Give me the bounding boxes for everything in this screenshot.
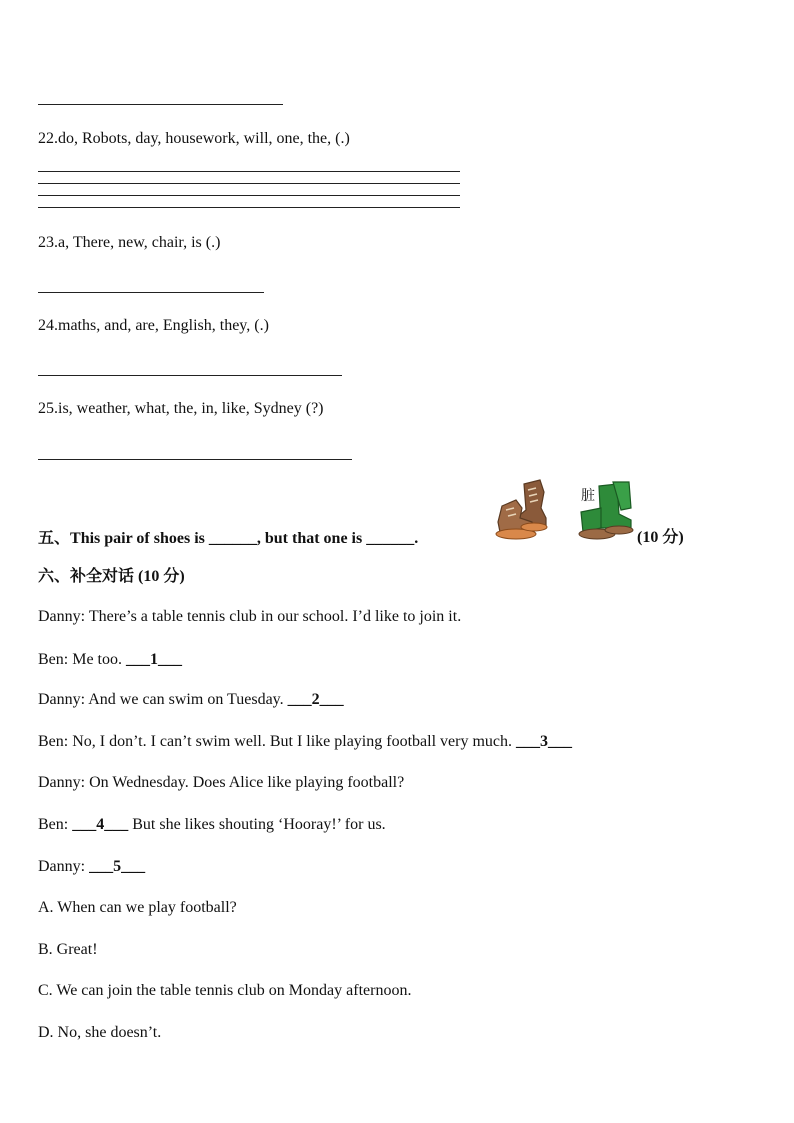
question-number: 22. <box>38 130 58 147</box>
section-6-title: 六、补全对话 <box>38 566 135 585</box>
answer-line-22a <box>38 171 460 172</box>
option-a: A. When can we play football? <box>38 899 237 916</box>
answer-line-22b <box>38 183 460 184</box>
dialogue-line <box>38 650 182 670</box>
speaker: Danny: <box>38 858 86 875</box>
line-text: There’s a table tennis club in our school. I’d like to join it. <box>88 608 462 625</box>
question-words: is, weather, what, the, in, like, Sydney (?) <box>58 400 324 417</box>
question-22 <box>38 129 350 149</box>
line-text: No, I don’t. I can’t swim well. But I like playing football very much. <box>72 733 516 750</box>
question-23 <box>38 233 220 253</box>
dirty-label <box>580 488 596 504</box>
line-text: But she likes shouting ‘Hooray!’ for us. <box>132 816 386 833</box>
option-c: C. We can join the table tennis club on Monday afternoon. <box>38 982 412 999</box>
speaker: Danny: <box>38 691 86 708</box>
speaker: Ben: <box>38 816 69 833</box>
section-6-heading <box>38 566 185 587</box>
line-text: Me too. <box>72 651 126 668</box>
question-25 <box>38 399 324 419</box>
section-5 <box>38 528 418 549</box>
question-number: 23. <box>38 234 58 251</box>
speaker: Ben: <box>38 733 69 750</box>
section-5-points <box>637 528 684 548</box>
question-number: 24. <box>38 317 58 334</box>
points-label: (10 分) <box>637 529 684 546</box>
section-5-label: 五、 <box>38 528 71 547</box>
section-5-text-a: This pair of shoes is <box>70 530 209 547</box>
dialogue-line <box>38 857 145 877</box>
speaker: Ben: <box>38 651 69 668</box>
speaker: Danny: <box>38 774 86 791</box>
dialogue-line <box>38 607 461 627</box>
answer-line-22d <box>38 207 460 208</box>
section-5-blank-a: ______ <box>208 530 257 547</box>
section-5-text-b: , but that one is <box>256 530 367 547</box>
section-5-blank-b: ______ <box>366 530 415 547</box>
dirty-text: 脏 <box>581 488 595 504</box>
dialogue-line <box>38 815 386 835</box>
dialogue-line <box>38 773 404 793</box>
line-text: And we can swim on Tuesday. <box>88 691 288 708</box>
blank-5: ___5___ <box>89 858 146 875</box>
option-d: D. No, she doesn’t. <box>38 1024 162 1041</box>
blank-4: ___4___ <box>72 816 129 833</box>
speaker: Danny: <box>38 608 86 625</box>
blank-3: ___3___ <box>516 733 572 750</box>
brown-boot-icon <box>494 478 550 542</box>
question-words: do, Robots, day, housework, will, one, the, (.) <box>58 130 350 147</box>
question-words: a, There, new, chair, is (.) <box>58 234 221 251</box>
answer-line-24 <box>38 375 342 376</box>
question-words: maths, and, are, English, they, (.) <box>58 317 269 334</box>
answer-line-23 <box>38 292 264 293</box>
option-b: B. Great! <box>38 941 98 958</box>
answer-line-22c <box>38 195 460 196</box>
blank-1: ___1___ <box>126 651 182 668</box>
answer-line-25 <box>38 459 352 460</box>
answer-line-21 <box>38 104 283 105</box>
question-24 <box>38 316 269 336</box>
line-text: On Wednesday. Does Alice like playing football? <box>89 774 405 791</box>
dialogue-line <box>38 690 344 710</box>
question-number: 25. <box>38 400 58 417</box>
section-5-text-c: . <box>414 530 419 547</box>
blank-2: ___2___ <box>287 691 344 708</box>
section-6-points: (10 分) <box>138 568 185 585</box>
dialogue-line <box>38 732 572 752</box>
